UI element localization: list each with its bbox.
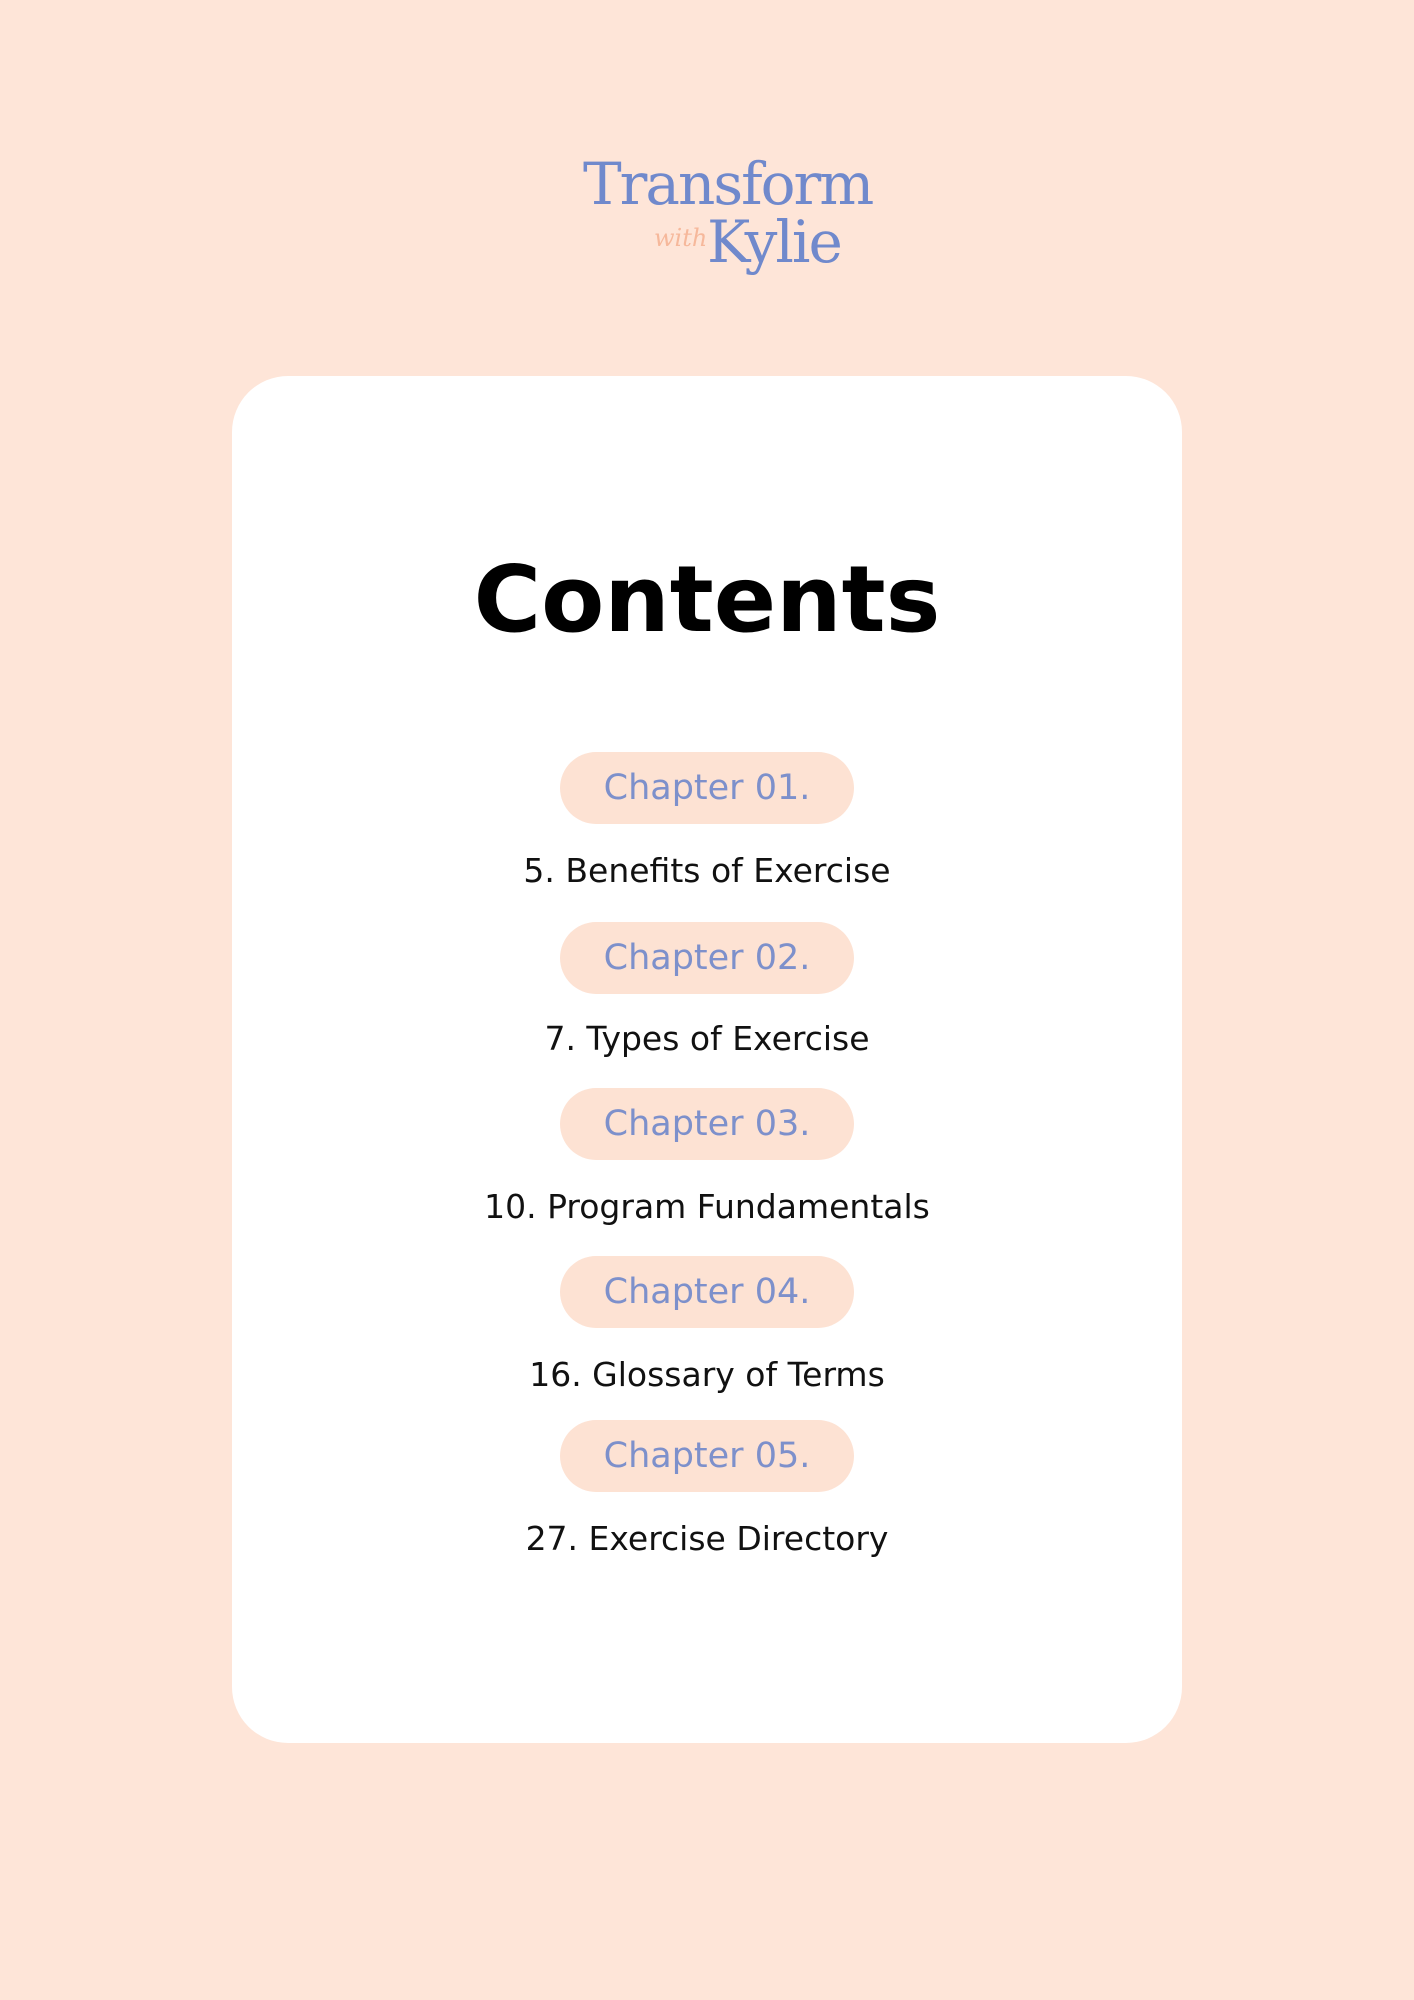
chapter-02-badge[interactable]: Chapter 02.: [560, 922, 854, 994]
chapter-03-entry[interactable]: 10. Program Fundamentals: [484, 1187, 930, 1226]
logo-word-transform: Transform: [583, 150, 873, 218]
chapter-04-entry[interactable]: 16. Glossary of Terms: [529, 1355, 885, 1394]
chapter-02-entry[interactable]: 7. Types of Exercise: [544, 1019, 870, 1058]
logo-word-kylie: Kylie: [707, 208, 841, 276]
chapter-05-badge[interactable]: Chapter 05.: [560, 1420, 854, 1492]
brand-logo: [0, 150, 1414, 290]
chapter-03-badge[interactable]: Chapter 03.: [560, 1088, 854, 1160]
chapter-01-entry[interactable]: 5. Benefits of Exercise: [523, 851, 891, 890]
chapter-01-badge[interactable]: Chapter 01.: [560, 752, 854, 824]
chapter-04-badge[interactable]: Chapter 04.: [560, 1256, 854, 1328]
logo-script-with: with: [654, 224, 708, 252]
chapter-05-entry[interactable]: 27. Exercise Directory: [525, 1519, 889, 1558]
page-title: Contents: [473, 546, 941, 653]
